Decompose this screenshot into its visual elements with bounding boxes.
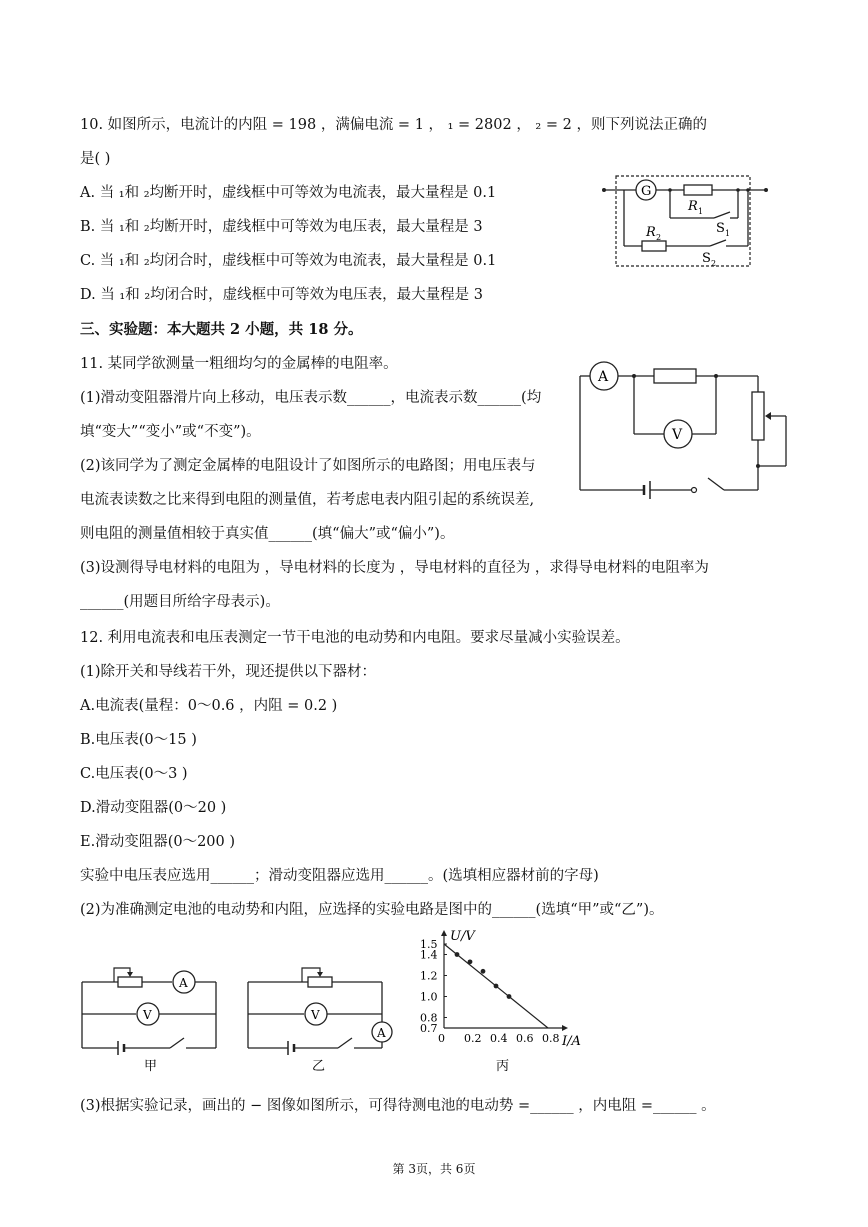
svg-text:R: R — [688, 199, 698, 214]
q12-item-d: D.滑动变阻器(0～20 ) — [80, 800, 227, 816]
svg-text:S: S — [702, 251, 711, 266]
q12-part2-question: (2)为准确测定电池的电动势和内阻，应选择的实验电路是图中的______(选填“甲”或“乙”)。 — [80, 902, 664, 918]
svg-text:2: 2 — [711, 259, 717, 268]
ui-graph — [412, 924, 592, 1074]
q11-part1-line1: (1)滑动变阻器滑片向上移动，电压表示数______，电流表示数______(均 — [80, 390, 542, 406]
svg-text:A: A — [598, 369, 609, 385]
switch — [338, 1038, 352, 1048]
q10-option-d: D. 当 ₁和 ₂均闭合时，虚线框中可等效为电压表，最大量程是 3 — [80, 287, 484, 303]
rheostat — [118, 977, 142, 987]
svg-text:1: 1 — [725, 229, 731, 238]
q10-stem-line1: 10. 如图所示，电流计的内阻 = 198 ，满偏电流 = 1 ， ₁ = 2802 ， ₂ = 2 ，则下列说法正确的 — [80, 117, 707, 133]
y-tick-label: 0.7 — [420, 1022, 438, 1035]
y-tick-label: 0.8 — [420, 1011, 438, 1025]
q11-part3-line1: (3)设测得导电材料的电阻为 ，导电材料的长度为 ，导电材料的直径为 ，求得导电材料的电阻率为 — [80, 560, 709, 576]
data-point — [507, 994, 512, 999]
data-point — [455, 952, 460, 957]
q12-item-a: A.电流表(量程：0～0.6 ，内阻 = 0.2 ) — [80, 698, 338, 714]
switch-s1 — [714, 212, 730, 218]
y-tick-label: 1.0 — [420, 990, 438, 1004]
q12-part3-question: (3)根据实验记录，画出的 − 图像如图所示，可得待测电池的电动势 =______ ，内电阻 =______ 。 — [80, 1098, 716, 1114]
switch-s2 — [710, 240, 726, 246]
q11-part1-line2: 填“变大”“变小”或“不变”)。 — [80, 424, 261, 440]
y-tick-label: 1.2 — [420, 969, 438, 983]
metal-rod-resistor — [654, 369, 696, 383]
q10-stem-line2: 是( ) — [80, 151, 111, 167]
q10-option-a: A. 当 ₁和 ₂均断开时，虚线框中可等效为电流表，最大量程是 0.1 — [80, 185, 497, 201]
circuit-jia — [74, 962, 224, 1074]
switch — [708, 478, 724, 490]
svg-text:A: A — [377, 1026, 386, 1040]
q12-stem: 12. 利用电流表和电压表测定一节干电池的电动势和内电阻。要求尽量减小实验误差。 — [80, 630, 630, 646]
y-tick-label: 1.4 — [420, 948, 438, 962]
x-tick-label: 0.8 — [542, 1032, 560, 1045]
x-tick-label: 0.2 — [464, 1032, 482, 1045]
x-tick-label: 0.6 — [516, 1032, 534, 1045]
x-axis-label: I/A — [562, 1034, 581, 1049]
q10-circuit-diagram — [600, 172, 770, 270]
q11-stem: 11. 某同学欲测量一粗细均匀的金属棒的电阻率。 — [80, 356, 398, 372]
page-footer: 第 3页，共 6页 — [392, 1162, 476, 1176]
x-tick-label: 0 — [438, 1032, 445, 1045]
svg-text:V: V — [672, 427, 683, 443]
q11-part2-line2: 电流表读数之比来得到电阻的测量值，若考虑电表内阻引起的系统误差, — [80, 492, 535, 508]
rheostat — [752, 392, 764, 440]
svg-text:1: 1 — [698, 207, 704, 216]
y-tick-label: 1.5 — [420, 938, 438, 951]
y-axis-arrow — [441, 930, 447, 936]
section-heading: 三、实验题：本大题共 2 小题，共 18 分。 — [80, 321, 363, 338]
data-point — [468, 959, 473, 964]
svg-text:A: A — [179, 976, 188, 990]
svg-text:R: R — [646, 225, 656, 240]
switch — [170, 1038, 184, 1048]
q11-part2-line1: (2)该同学为了测定金属棒的电阻设计了如图所示的电路图；用电压表与 — [80, 458, 536, 474]
q12-part1-question: 实验中电压表应选用______；滑动变阻器应选用______。(选填相应器材前的字母) — [80, 868, 599, 884]
caption-bing: 丙 — [496, 1059, 510, 1074]
circuit-yi — [240, 962, 396, 1074]
rheostat — [308, 977, 332, 987]
y-axis-label: U/V — [450, 929, 475, 944]
svg-text:S: S — [716, 221, 725, 236]
x-tick-label: 0.4 — [490, 1032, 508, 1045]
svg-text:G: G — [641, 184, 652, 199]
svg-text:V: V — [311, 1008, 320, 1022]
q11-circuit-diagram — [572, 350, 792, 500]
x-axis-arrow — [562, 1025, 568, 1031]
q12-item-e: E.滑动变阻器(0～200 ) — [80, 834, 236, 850]
caption-jia: 甲 — [144, 1059, 158, 1074]
svg-text:V: V — [143, 1008, 152, 1022]
q12-item-c: C.电压表(0～3 ) — [80, 766, 188, 782]
q12-part1-intro: (1)除开关和导线若干外，现还提供以下器材： — [80, 664, 377, 680]
data-point — [494, 984, 499, 989]
q12-item-b: B.电压表(0～15 ) — [80, 732, 197, 748]
q11-part2-line3: 则电阻的测量值相较于真实值______(填“偏大”或“偏小”)。 — [80, 526, 455, 542]
q11-part3-line2: ______(用题目所给字母表示)。 — [80, 594, 280, 610]
q10-option-b: B. 当 ₁和 ₂均断开时，虚线框中可等效为电压表，最大量程是 3 — [80, 219, 483, 235]
data-point — [481, 969, 486, 974]
resistor-r2 — [642, 241, 666, 251]
resistor-r1 — [684, 185, 712, 195]
svg-text:2: 2 — [656, 233, 662, 242]
caption-yi: 乙 — [312, 1059, 326, 1074]
q10-option-c: C. 当 ₁和 ₂均闭合时，虚线框中可等效为电流表，最大量程是 0.1 — [80, 253, 497, 269]
